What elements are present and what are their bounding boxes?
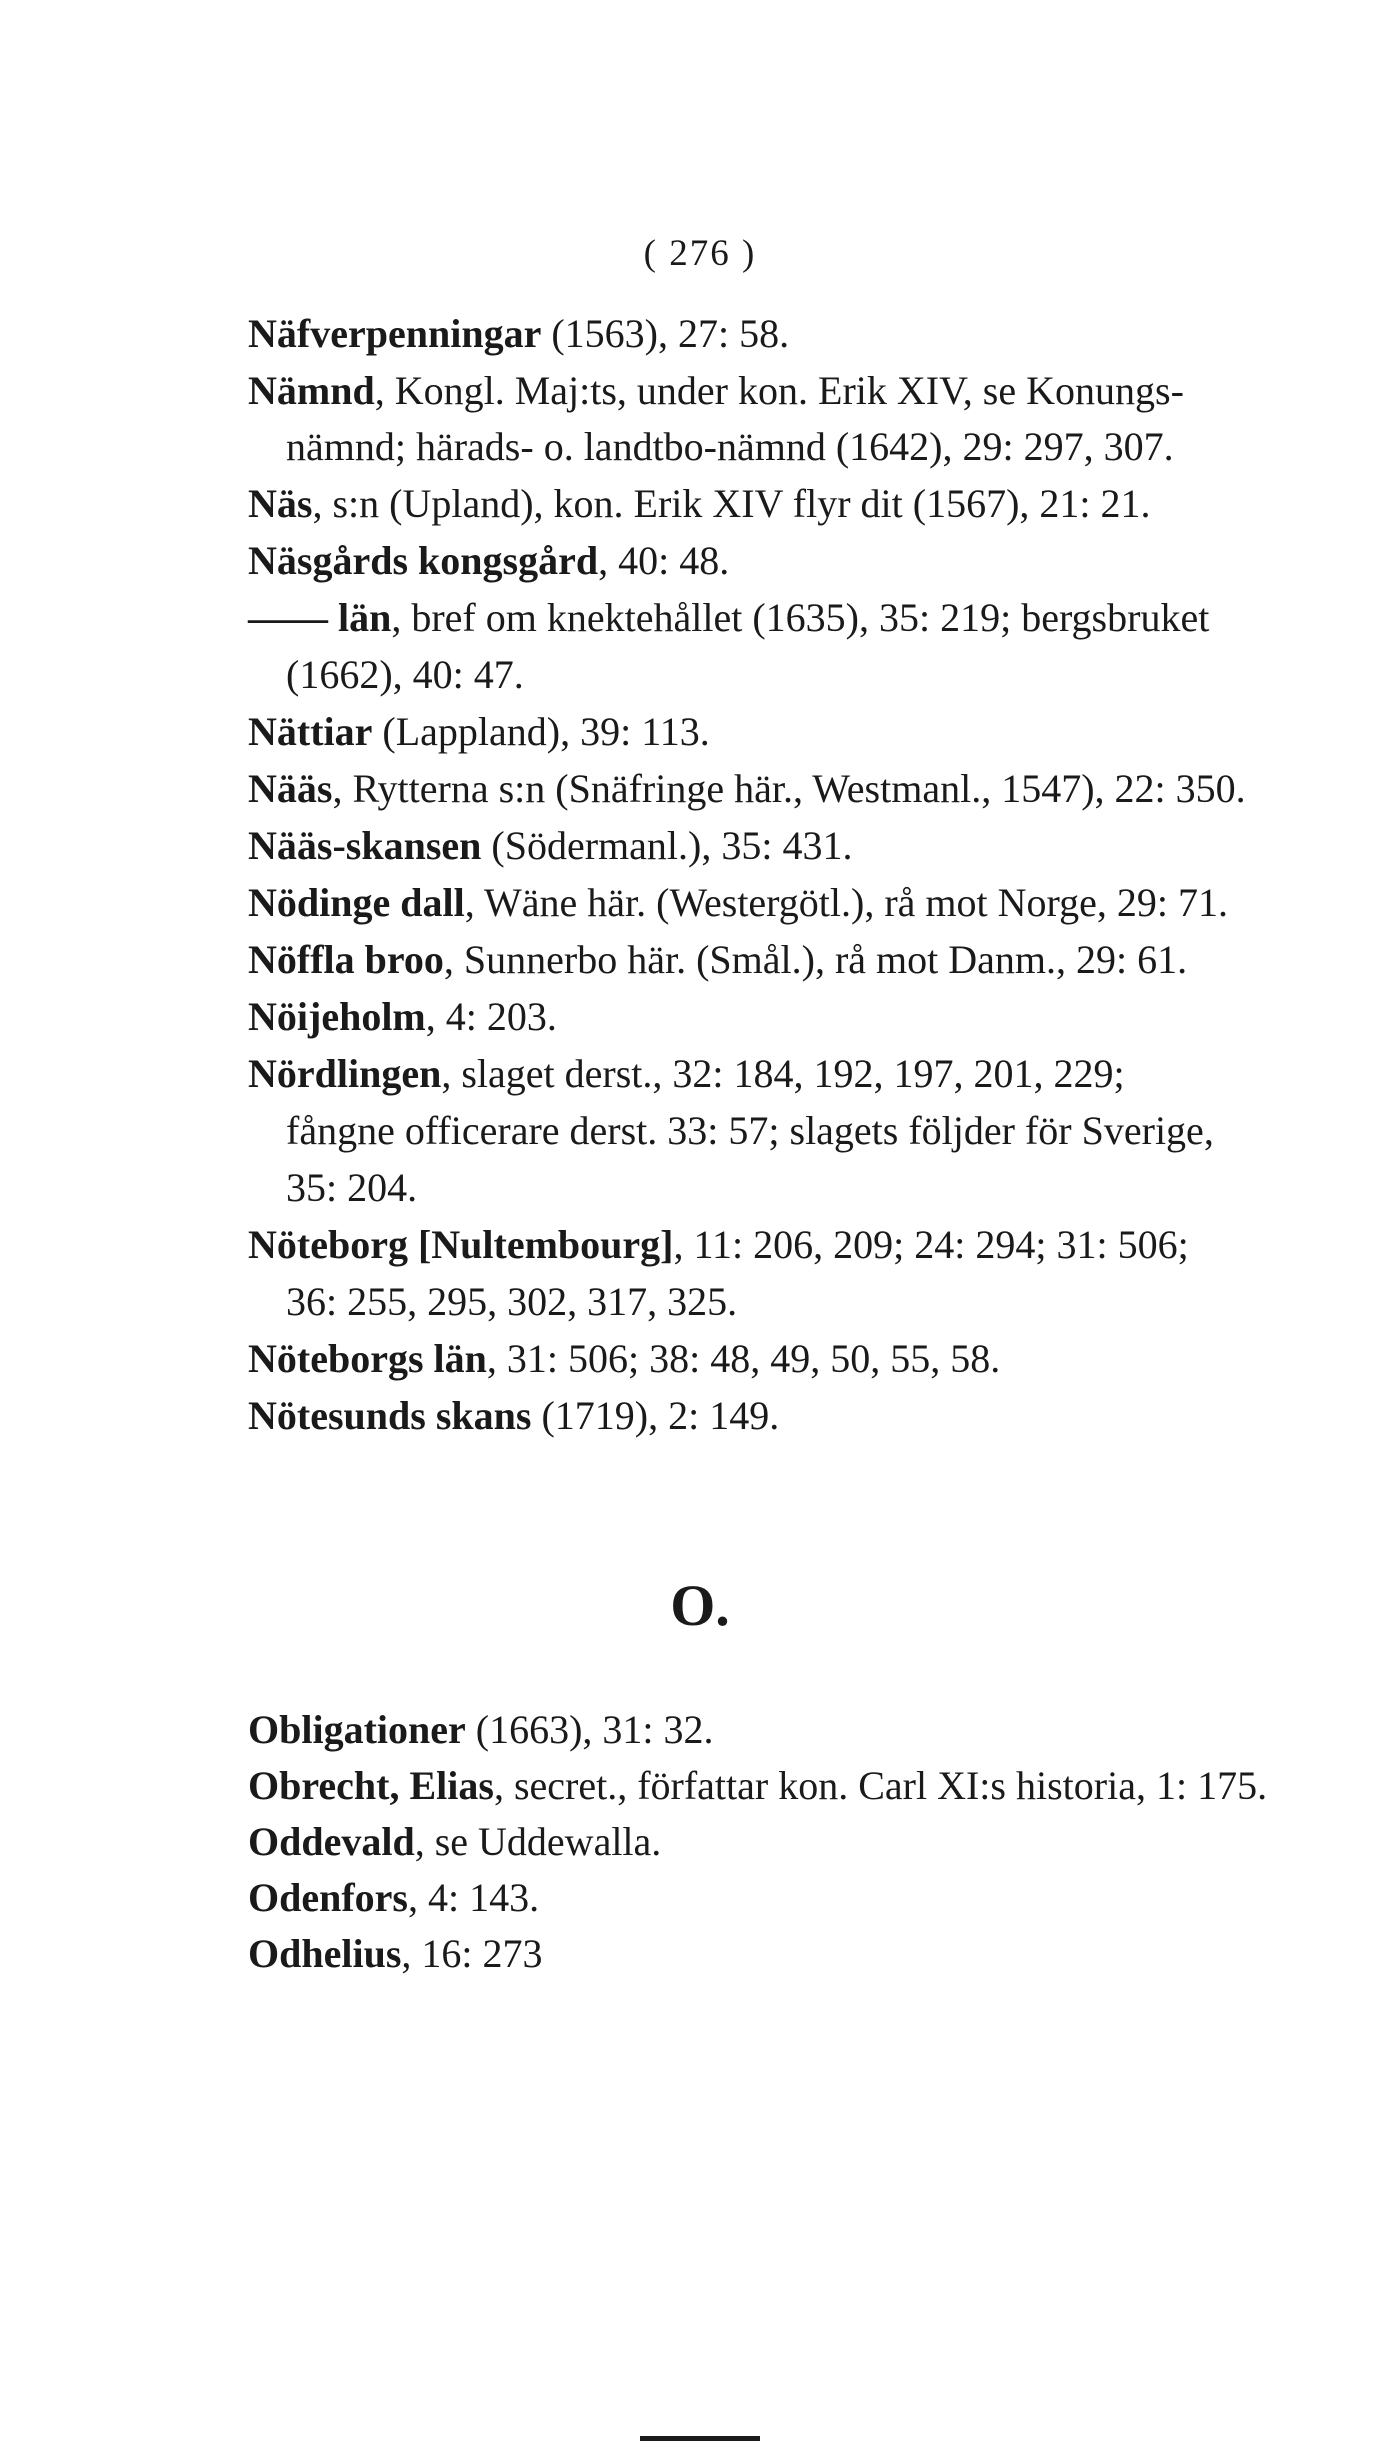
index-entry [248,766,1246,811]
index-entry [248,538,730,583]
entry-head: Nääs-skansen [248,823,482,868]
index-entry [248,709,710,754]
entry-text: (Södermanl.), 35: 431. [481,823,853,868]
index-entry [248,311,790,356]
entry-head: —— län [248,595,392,640]
entry-text: , 11: 206, 209; 24: 294; 31: 506; [673,1222,1189,1267]
entry-head: Nämnd [248,368,375,413]
entry-head: Nöijeholm [248,994,426,1039]
entry-text: (1663), 31: 32. [465,1707,714,1752]
entry-text: (Lappland), 39: 113. [372,709,710,754]
entry-text: (1719), 2: 149. [531,1393,780,1438]
entry-text: , slaget derst., 32: 184, 192, 197, 201, 229; [441,1051,1125,1096]
index-entry [248,1393,780,1438]
index-entry [248,1336,1001,1381]
entry-text: , Wäne här. (Westergötl.), rå mot Norge, 29: 71. [464,880,1228,925]
index-entry [248,1931,543,1976]
entry-text: , s:n (Upland), kon. Erik XIV flyr dit (1567), 21: 21. [312,481,1151,526]
entry-head: Nöteborg [Nultembourg] [248,1222,674,1267]
entry-head: Obligationer [248,1707,466,1752]
entry-head: Odenfors [248,1875,408,1920]
entry-text: , se Uddewalla. [414,1819,662,1864]
entry-text: , 31: 506; 38: 48, 49, 50, 55, 58. [486,1336,1001,1381]
entry-head: Nötesunds skans [248,1393,532,1438]
entry-head: Nättiar [248,709,373,754]
entry-head: Nödinge dall [248,880,465,925]
index-entry [248,595,1210,640]
page-number: ( 276 ) [643,233,757,274]
entry-head: Odhelius [248,1931,402,1976]
entry-text: , Rytterna s:n (Snäfringe här., Westmanl., 1547), 22: 350. [332,766,1246,811]
section-heading: O. [670,1573,730,1638]
entry-head: Nördlingen [248,1051,442,1096]
entry-head: Nääs [248,766,333,811]
index-entry [248,1051,1125,1096]
index-entry-continuation: 35: 204. [286,1165,418,1210]
entry-text: , Kongl. Maj:ts, under kon. Erik XIV, se Konungs- [374,368,1184,413]
entry-head: Nöteborgs län [248,1336,487,1381]
index-entry [248,1875,540,1920]
index-entry-continuation: 36: 255, 295, 302, 317, 325. [286,1279,738,1324]
page-edge-mark [640,2436,760,2441]
entry-head: Näs [248,481,313,526]
index-entry [248,368,1184,413]
index-entry [248,994,557,1039]
index-entry [248,880,1228,925]
index-entry [248,481,1151,526]
index-entry-continuation: fångne officerare derst. 33: 57; slagets följder för Sverige, [286,1108,1214,1153]
entry-head: Oddevald [248,1819,415,1864]
index-entry-continuation: (1662), 40: 47. [286,652,524,697]
entry-head: Näsgårds kongsgård [248,538,599,583]
entry-text: , Sunnerbo här. (Smål.), rå mot Danm., 29: 61. [443,937,1188,982]
index-entry [248,937,1188,982]
entry-text: , secret., författar kon. Carl XI:s historia, 1: 175. [493,1763,1268,1808]
index-entry [248,1222,1189,1267]
index-entry [248,1819,662,1864]
index-entry-continuation: nämnd; härads- o. landtbo-nämnd (1642), 29: 297, 307. [286,424,1174,469]
entry-head: Obrecht, Elias [248,1763,494,1808]
entry-text: , 4: 143. [408,1875,540,1920]
index-entry [248,1707,714,1752]
entry-head: Nöffla broo [248,937,444,982]
entry-text: , 16: 273 [401,1931,543,1976]
index-entry [248,1763,1268,1808]
entry-text: , 40: 48. [598,538,730,583]
entry-text: (1563), 27: 58. [541,311,790,356]
index-entry [248,823,853,868]
entry-text: , 4: 203. [425,994,557,1039]
entry-text: , bref om knektehållet (1635), 35: 219; bergsbruket [391,595,1210,640]
entry-head: Näfverpenningar [248,311,542,356]
